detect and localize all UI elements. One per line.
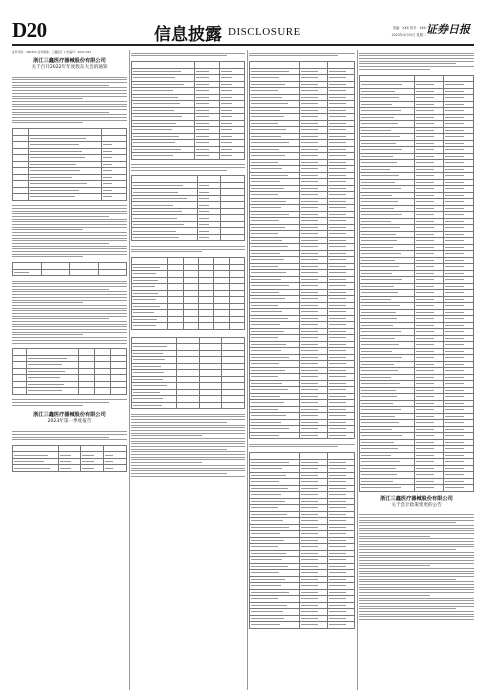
- column-divider: [129, 50, 130, 690]
- article-title: [12, 58, 127, 71]
- body-text: [131, 411, 245, 479]
- body-text: [12, 74, 127, 126]
- editor-meta: 美编：XXX 校对：XXX: [392, 26, 426, 30]
- article-company: 浙江三鑫医疗器械股份有限公司: [33, 412, 106, 419]
- section-title-cn: 信息披露: [154, 25, 222, 45]
- page-number: D20: [12, 18, 47, 42]
- key-data-table: [131, 61, 245, 160]
- article-code: 证券代码：300453 证券简称：三鑫医疗 公告编号：2023-021: [12, 50, 92, 54]
- article-title: [12, 412, 127, 425]
- body-text: [359, 512, 474, 623]
- column-3: [249, 50, 355, 690]
- page-content: [12, 50, 474, 690]
- column-1: [12, 50, 127, 690]
- body-text: [359, 50, 474, 73]
- column-divider: [357, 50, 358, 690]
- article-subtitle: 2023年第一季度报告: [47, 419, 92, 425]
- section-title-en: DISCLOSURE: [228, 26, 301, 38]
- article-title: [359, 496, 474, 509]
- column-4: [359, 50, 474, 690]
- proposal-table: [12, 128, 127, 201]
- cash-flow-table: [359, 75, 474, 492]
- body-text: [249, 50, 355, 59]
- article-company: 浙江三鑫医疗器械股份有限公司: [33, 58, 106, 64]
- nonrecurring-table: [131, 175, 245, 241]
- body-text: [131, 162, 245, 174]
- article-subtitle: 关于会计政策变更的公告: [391, 502, 442, 508]
- shareholder-table: [131, 257, 245, 330]
- body-text: [131, 50, 245, 59]
- top-holders-table: [131, 337, 245, 410]
- column-2: [131, 50, 245, 690]
- registration-table: [12, 262, 127, 276]
- article-subtitle: 关于召开2022年年度股东大会的通知: [31, 65, 108, 70]
- body-text: [12, 203, 127, 260]
- newspaper-logo: 证券日报: [426, 23, 470, 36]
- page-header: [12, 18, 474, 46]
- body-text: [131, 243, 245, 255]
- date-meta: 2023年4月25日 星期二: [391, 33, 426, 37]
- article-company: 浙江三鑫医疗器械股份有限公司: [380, 495, 453, 502]
- proxy-vote-table: [12, 348, 127, 395]
- body-text: [249, 441, 355, 450]
- financial-summary-table: [12, 445, 127, 472]
- body-text: [12, 397, 127, 409]
- income-statement-table: [249, 452, 355, 629]
- balance-sheet-table: [249, 61, 355, 439]
- body-text: [12, 428, 127, 442]
- column-divider: [247, 50, 248, 690]
- body-text: [12, 278, 127, 346]
